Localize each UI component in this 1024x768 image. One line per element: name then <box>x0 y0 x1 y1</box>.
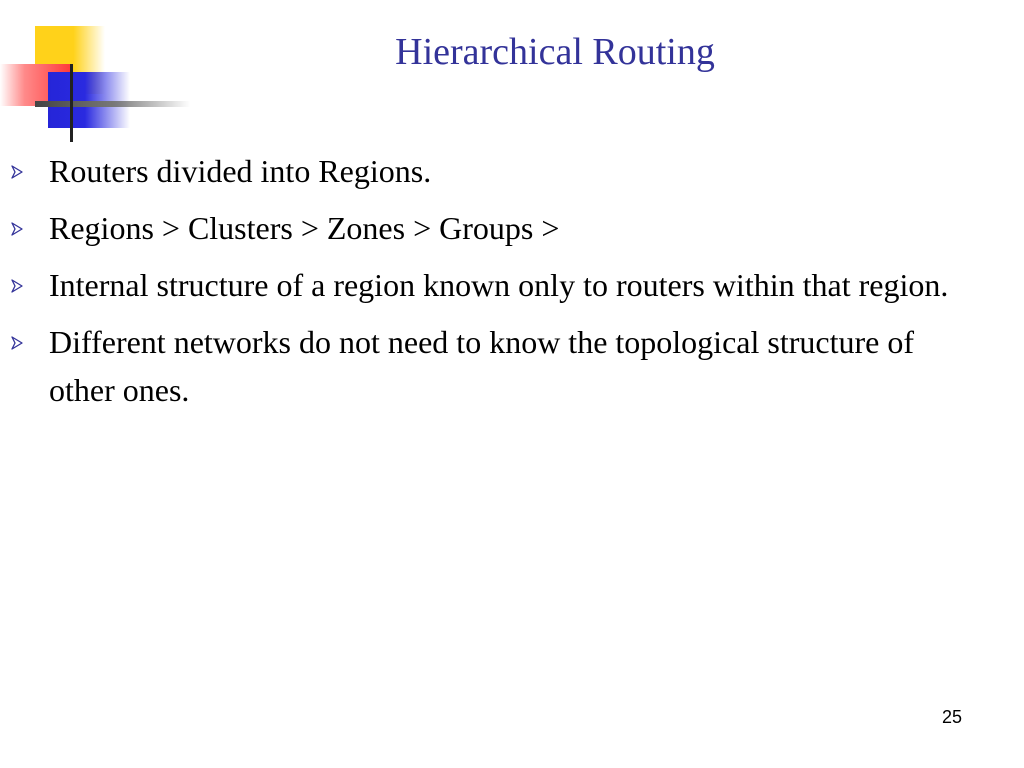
bullet-text: Internal structure of a region known only to routers within that region. <box>49 267 949 303</box>
bullet-list <box>10 147 970 423</box>
slide-title: Hierarchical Routing <box>395 31 715 73</box>
chevron-right-outline-icon <box>10 336 24 350</box>
page-number: 25 <box>941 707 962 727</box>
bullet-text: Regions > Clusters > Zones > Groups > <box>49 210 560 246</box>
logo-blue-square <box>48 72 130 128</box>
decorative-logo <box>0 0 200 150</box>
logo-horizontal-bar <box>35 101 190 107</box>
bullet-item <box>10 261 970 309</box>
bullet-item <box>10 204 970 252</box>
bullet-text: Different networks do not need to know the topological structure of other ones. <box>49 324 914 408</box>
chevron-right-outline-icon <box>10 279 24 293</box>
chevron-right-outline-icon <box>10 165 24 179</box>
bullet-item <box>10 318 970 414</box>
bullet-text: Routers divided into Regions. <box>49 153 432 189</box>
chevron-right-outline-icon <box>10 222 24 236</box>
bullet-item <box>10 147 970 195</box>
logo-vertical-bar <box>70 64 73 142</box>
